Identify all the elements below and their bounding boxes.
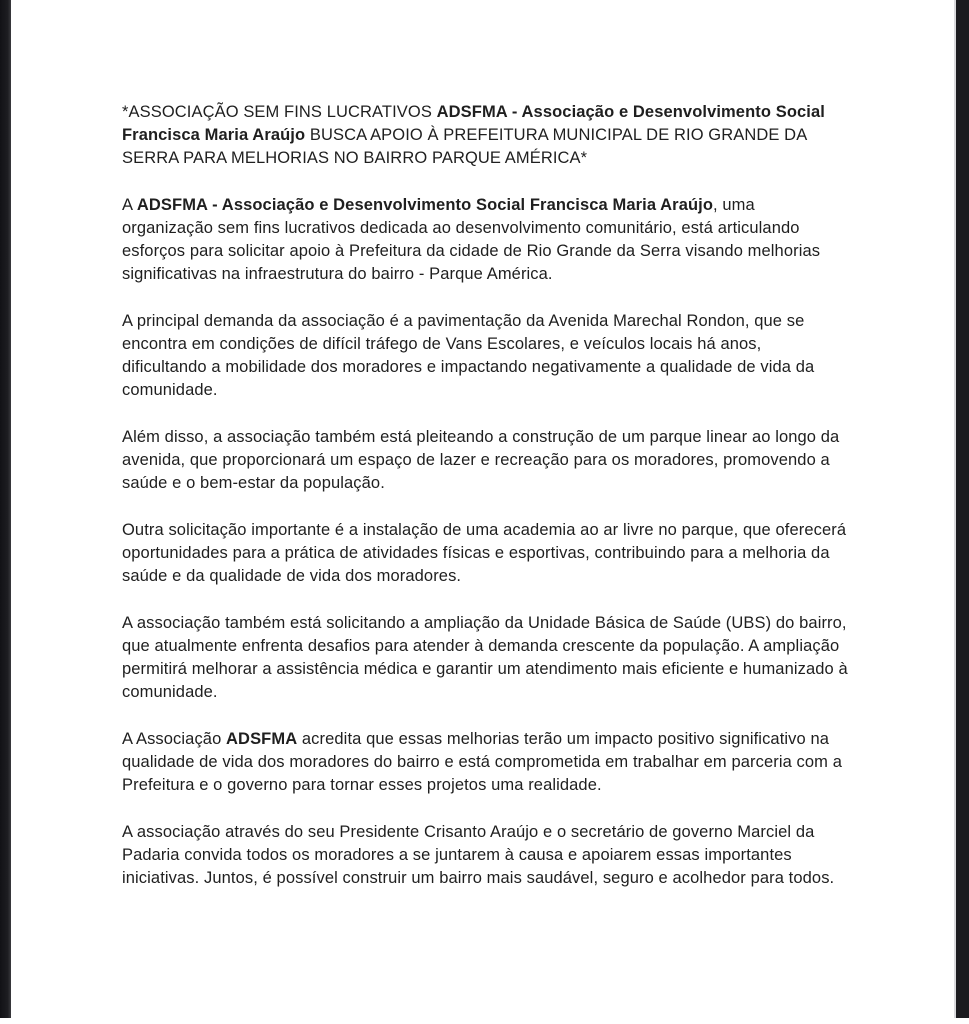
paragraph bbox=[122, 426, 850, 495]
text-run: ADSFMA - Associação e Desenvolvimento Social Francisca Maria Araújo bbox=[122, 103, 825, 144]
text-run: A principal demanda da associação é a pavimentação da Avenida Marechal Rondon, que se encontra em condições de difícil tráfego de Vans Escolares, e veículos locais há anos, dificultando a mobilidade dos moradores e impactando negativamente a qualidade de vida da comunidade. bbox=[122, 312, 815, 399]
text-run: A associação também está solicitando a ampliação da Unidade Básica de Saúde (UBS) do bairro, que atualmente enfrenta desafios para atender à demanda crescente da população. A ampliação permitirá melhorar a assistência médica e garantir um atendimento mais eficiente e humanizado à comunidade. bbox=[122, 614, 848, 701]
text-run: *ASSOCIAÇÃO SEM FINS LUCRATIVOS bbox=[122, 103, 437, 121]
text-run: A bbox=[122, 196, 137, 214]
text-run: A associação através do seu Presidente Crisanto Araújo e o secretário de governo Marciel da Padaria convida todos os moradores a se juntarem à causa e apoiarem essas importantes iniciativas. Juntos, é possível construir um bairro mais saudável, seguro e acolhedor para todos. bbox=[122, 823, 835, 887]
text-run: Outra solicitação importante é a instalação de uma academia ao ar livre no parque, que oferecerá oportunidades para a prática de atividades físicas e esportivas, contribuindo para a melhoria da saúde e da qualidade de vida dos moradores. bbox=[122, 521, 847, 585]
text-run: , uma organização sem fins lucrativos dedicada ao desenvolvimento comunitário, está articulando esforços para solicitar apoio à Prefeitura da cidade de Rio Grande da Serra visando melhorias significativas na infraestrutura do bairro - Parque América. bbox=[122, 196, 821, 283]
text-run: Além disso, a associação também está pleiteando a construção de um parque linear ao longo da avenida, que proporcionará um espaço de lazer e recreação para os moradores, promovendo a saúde e o bem-estar da população. bbox=[122, 428, 840, 492]
text-run: BUSCA APOIO À PREFEITURA MUNICIPAL DE RIO GRANDE DA SERRA PARA MELHORIAS NO BAIRRO PARQUE AMÉRICA* bbox=[122, 126, 807, 167]
paragraph bbox=[122, 612, 850, 704]
document-body bbox=[122, 194, 850, 890]
text-run: ADSFMA bbox=[226, 730, 298, 748]
text-run: A Associação bbox=[122, 730, 227, 748]
paragraph bbox=[122, 194, 850, 286]
text-run: acredita que essas melhorias terão um impacto positivo significativo na qualidade de vida dos moradores do bairro e está comprometida em trabalhar em parceria com a Prefeitura e o governo para tornar esses projetos uma realidade. bbox=[122, 730, 842, 794]
document bbox=[122, 101, 850, 914]
paragraph bbox=[122, 728, 850, 797]
right-edge-bar bbox=[954, 0, 969, 1018]
left-edge-bar bbox=[0, 0, 11, 1018]
text-run: ADSFMA - Associação e Desenvolvimento Social Francisca Maria Araújo bbox=[136, 196, 714, 214]
paragraph bbox=[122, 310, 850, 402]
document-heading bbox=[122, 101, 850, 170]
paragraph bbox=[122, 821, 850, 890]
paragraph bbox=[122, 519, 850, 588]
